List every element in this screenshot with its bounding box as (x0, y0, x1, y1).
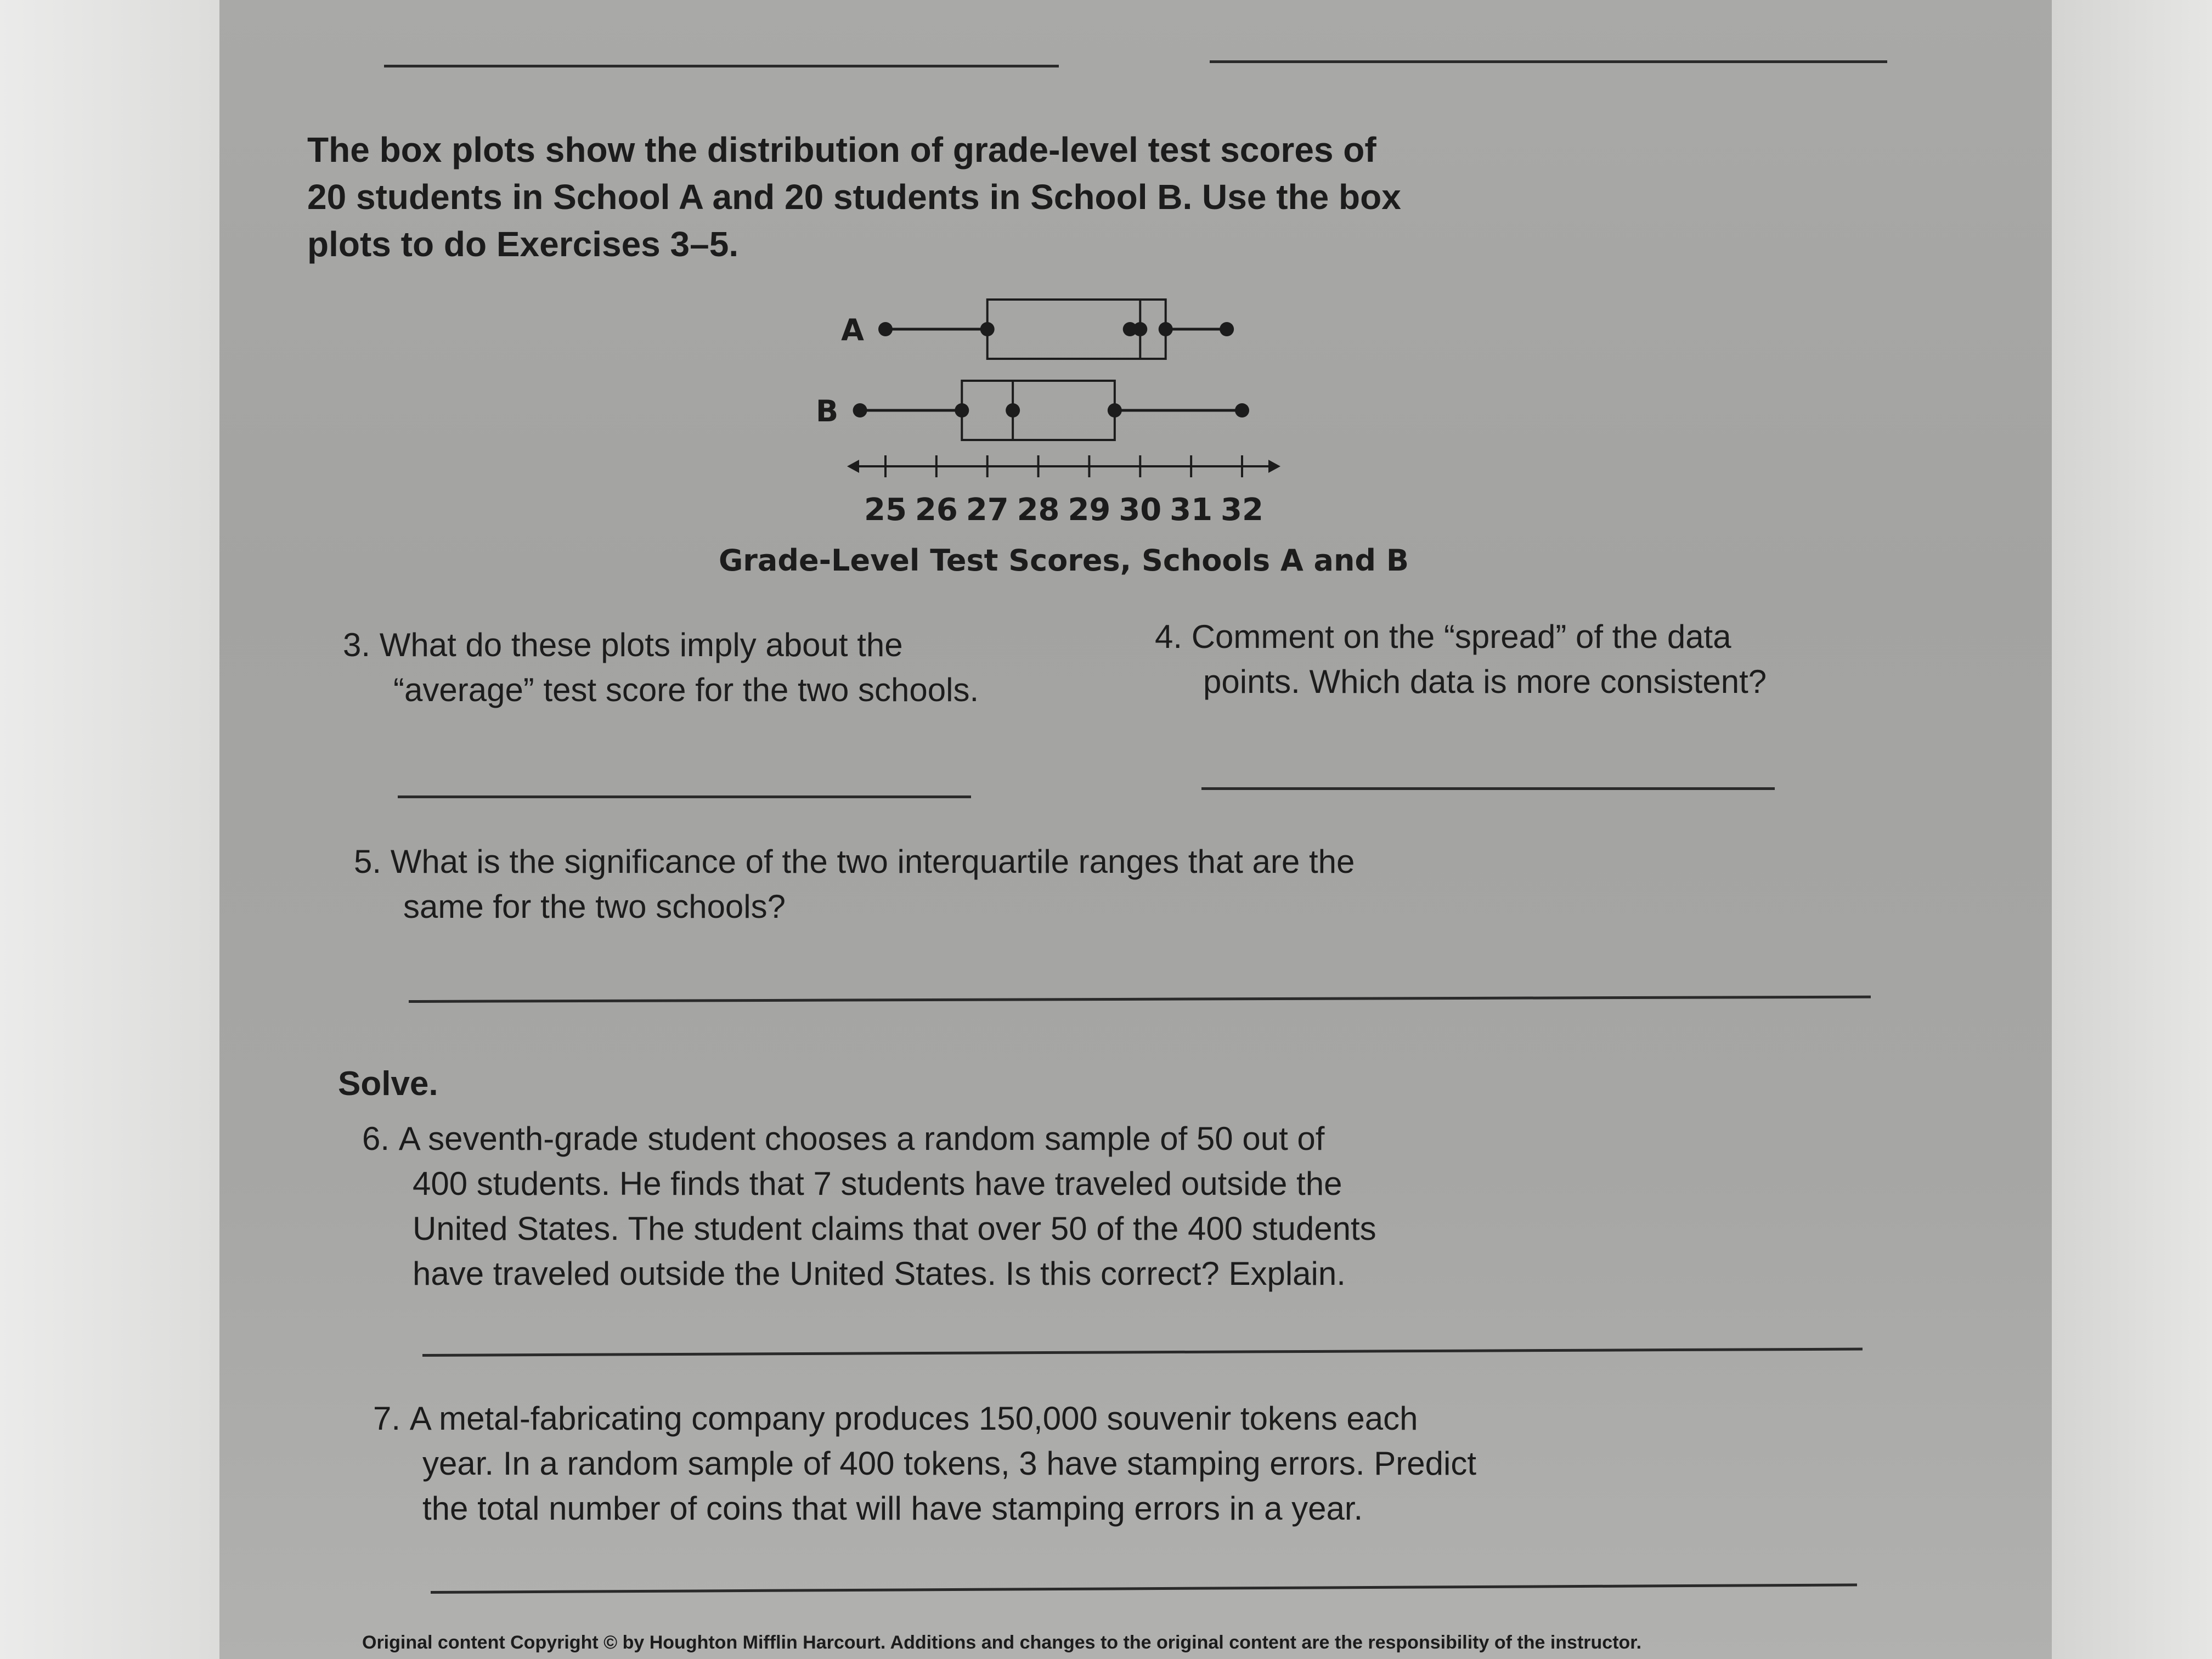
question-6 (362, 1116, 1376, 1296)
tick-label: 28 (1017, 492, 1060, 528)
date-answer-line[interactable] (1210, 60, 1887, 63)
chart-title: Grade-Level Test Scores, Schools A and B (718, 543, 1409, 578)
tick-label: 27 (966, 492, 1009, 528)
axis-arrow-right (1268, 460, 1280, 473)
question-number: 6. (362, 1120, 390, 1157)
series-label-a: A (841, 313, 864, 347)
question-line: A metal-fabricating company produces 150,000 souvenir tokens each (409, 1400, 1418, 1437)
intro-line: 20 students in School A and 20 students in School B. Use the box (307, 177, 1401, 217)
point-q1-b (955, 403, 969, 417)
intro-line: plots to do Exercises 3–5. (307, 224, 739, 264)
desk-background-left (0, 0, 219, 1659)
question-line: “average” test score for the two schools. (393, 672, 979, 708)
question-line: United States. The student claims that over 50 of the 400 students (413, 1210, 1376, 1247)
tick-label: 32 (1221, 492, 1263, 528)
question-number: 3. (343, 627, 371, 663)
series-label-b: B (815, 394, 839, 428)
point-max-a (1220, 322, 1234, 336)
question-7 (373, 1396, 1476, 1531)
intro-line: The box plots show the distribution of grade-level test scores of (307, 130, 1376, 170)
point-min-b (853, 403, 867, 417)
question-line: same for the two schools? (403, 888, 786, 925)
point-q3-a (1159, 322, 1173, 336)
desk-background-right (2052, 0, 2212, 1659)
point-min-a (878, 322, 893, 336)
axis-arrow-left (847, 460, 859, 473)
intro-paragraph (307, 126, 1401, 268)
answer-line-q4[interactable] (1201, 787, 1775, 790)
question-number: 7. (373, 1400, 401, 1437)
tick-label: 31 (1170, 492, 1213, 528)
point-q3-b (1108, 403, 1122, 417)
question-5 (354, 839, 1355, 929)
name-answer-line[interactable] (384, 65, 1059, 67)
point-extra-a (1123, 322, 1137, 336)
box-b (962, 381, 1115, 440)
point-q1-a (980, 322, 995, 336)
tick-label: 26 (915, 492, 958, 528)
answer-line-q3[interactable] (398, 795, 971, 798)
tick-label: 30 (1119, 492, 1162, 528)
question-line: have traveled outside the United States. Is this correct? Explain. (413, 1255, 1346, 1292)
question-number: 4. (1155, 618, 1183, 655)
solve-heading: Solve. (338, 1065, 438, 1103)
tick-label: 29 (1068, 492, 1111, 528)
question-line: A seventh-grade student chooses a random sample of 50 out of (398, 1120, 1325, 1157)
question-line: 400 students. He finds that 7 students have traveled outside the (413, 1165, 1342, 1202)
question-line: year. In a random sample of 400 tokens, 3 have stamping errors. Predict (422, 1445, 1476, 1482)
question-line: What do these plots imply about the (379, 627, 903, 663)
copyright-footer: Original content Copyright © by Houghton Mifflin Harcourt. Additions and changes to the original content are the responsibility of the instructor. (362, 1632, 1642, 1653)
question-3 (343, 623, 979, 713)
tick-label: 25 (864, 492, 907, 528)
question-line: Comment on the “spread” of the data (1191, 618, 1731, 655)
box-plot-chart (718, 291, 1448, 578)
point-max-b (1235, 403, 1249, 417)
question-4 (1155, 614, 1767, 704)
question-line: points. Which data is more consistent? (1203, 663, 1767, 700)
question-number: 5. (354, 843, 382, 880)
question-line: What is the significance of the two interquartile ranges that are the (390, 843, 1355, 880)
question-line: the total number of coins that will have stamping errors in a year. (422, 1490, 1363, 1527)
point-median-b (1006, 403, 1020, 417)
